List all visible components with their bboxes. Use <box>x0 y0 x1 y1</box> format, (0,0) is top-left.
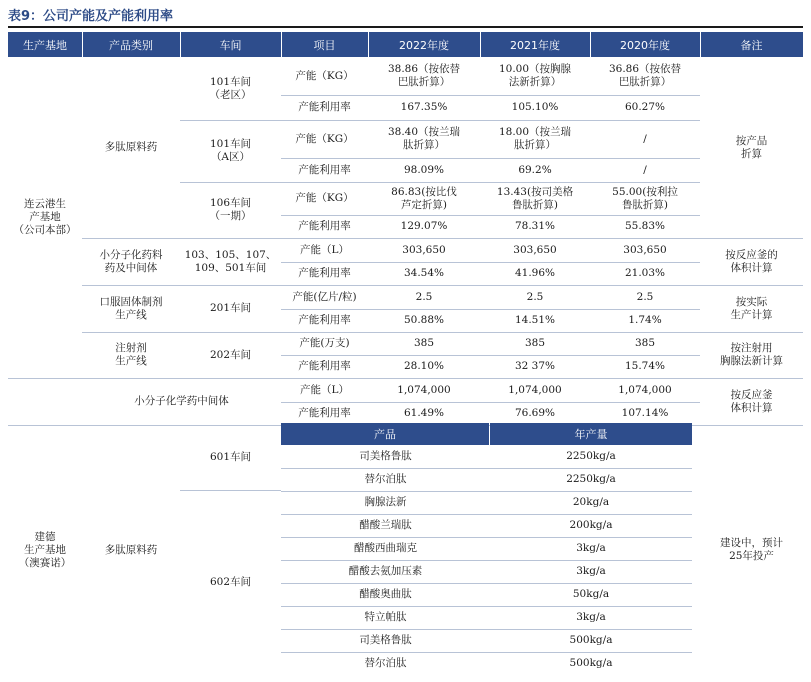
header-separator <box>368 32 369 57</box>
row-divider <box>700 238 803 239</box>
row-divider <box>82 285 180 286</box>
value-2022-cell: 61.49% <box>403 407 445 419</box>
header-separator <box>700 32 701 57</box>
header-separator <box>480 32 481 57</box>
note-cell: 按反应釜的 体积计算 <box>725 248 778 274</box>
workshop-cell: 106车间 （一期） <box>209 197 252 222</box>
row-divider <box>180 182 281 183</box>
product-name-cell: 司美格鲁肽 <box>359 634 412 646</box>
product-qty-cell: 3kg/a <box>576 611 606 623</box>
item-cell: 产能（L） <box>300 383 349 396</box>
value-2022-cell: 167.35% <box>400 101 448 113</box>
item-cell: 产能利用率 <box>298 220 351 232</box>
note-cell: 按注射用 胸腺法新计算 <box>720 342 783 367</box>
row-divider <box>700 285 803 286</box>
column-header: 车间 <box>180 32 281 57</box>
workshop-cell: 101车间 （老区） <box>209 75 252 101</box>
value-2022-cell: 86.83(按比伐 芦定折算) <box>391 185 457 211</box>
product-name-cell: 醋酸兰瑞肽 <box>359 519 412 531</box>
title-rule <box>8 26 803 28</box>
item-cell: 产能（KG） <box>295 69 354 82</box>
row-divider <box>180 332 281 333</box>
product-qty-cell: 500kg/a <box>569 657 613 669</box>
category-cell: 小分子化学药中间体 <box>134 395 229 407</box>
note-cell: 建设中，预计 25年投产 <box>720 537 783 562</box>
row-divider <box>180 490 281 491</box>
header-separator <box>281 32 282 57</box>
value-2021-cell: 2.5 <box>526 290 544 303</box>
product-name-cell: 特立帕肽 <box>364 611 407 623</box>
row-divider <box>180 285 281 286</box>
value-2020-cell: 55.83% <box>624 220 666 232</box>
item-cell: 产能(万支) <box>299 337 350 349</box>
row-divider <box>82 238 180 239</box>
product-qty-cell: 3kg/a <box>576 542 606 554</box>
product-name-cell: 醋酸西曲瑞克 <box>354 542 417 554</box>
value-2020-cell: 15.74% <box>624 360 666 372</box>
value-2021-cell: 14.51% <box>514 314 556 326</box>
product-qty-cell: 50kg/a <box>572 588 610 600</box>
value-2022-cell: 129.07% <box>400 220 448 232</box>
value-2021-cell: 69.2% <box>518 163 552 176</box>
base-cell: 连云港生 产基地 （公司本部） <box>13 198 77 236</box>
product-qty-cell: 20kg/a <box>572 496 610 508</box>
header-separator <box>82 32 83 57</box>
value-2020-cell: 55.00(按利拉 鲁肽折算) <box>612 185 678 211</box>
product-name-cell: 替尔泊肽 <box>364 657 407 669</box>
value-2021-cell: 41.96% <box>514 267 556 279</box>
product-name-cell: 替尔泊肽 <box>364 473 407 485</box>
note-cell: 按实际 生产计算 <box>730 295 773 321</box>
column-header: 生产基地 <box>8 32 82 57</box>
column-header: 2022年度 <box>368 32 480 57</box>
row-divider <box>180 120 281 121</box>
value-2021-cell: 10.00（按胸腺 法新折算） <box>498 63 572 88</box>
product-name-cell: 胸腺法新 <box>364 496 407 508</box>
note-cell: 按反应釜 体积计算 <box>730 388 773 414</box>
workshop-cell: 202车间 <box>209 348 252 361</box>
row-divider <box>82 332 180 333</box>
value-2020-cell: 36.86（按依替 巴肽折算） <box>608 63 682 88</box>
product-qty-cell: 200kg/a <box>569 519 613 531</box>
value-2020-cell: 303,650 <box>623 243 667 256</box>
value-2022-cell: 385 <box>413 337 435 349</box>
value-2022-cell: 1,074,000 <box>397 383 451 396</box>
item-cell: 产能（L） <box>300 243 349 256</box>
category-cell: 多肽原料药 <box>104 141 158 153</box>
value-2020-cell: 1,074,000 <box>618 383 672 396</box>
value-2022-cell: 38.40（按兰瑞 肽折算） <box>387 126 461 151</box>
item-cell: 产能利用率 <box>298 101 351 113</box>
table-title: 表9：公司产能及产能利用率 <box>8 9 174 24</box>
value-2021-cell: 13.43(按司美格 鲁肽折算) <box>496 185 574 211</box>
value-2021-cell: 303,650 <box>513 243 557 256</box>
value-2020-cell: / <box>643 163 647 176</box>
item-cell: 产能（KG） <box>295 132 354 145</box>
value-2021-cell: 18.00（按兰瑞 肽折算） <box>498 126 572 151</box>
product-qty-cell: 2250kg/a <box>566 473 616 485</box>
value-2020-cell: 21.03% <box>624 267 666 279</box>
product-name-cell: 司美格鲁肽 <box>359 450 412 462</box>
item-cell: 产能利用率 <box>298 407 351 419</box>
product-subheader: 产品 <box>281 423 489 445</box>
item-cell: 产能利用率 <box>298 360 351 372</box>
workshop-cell: 101车间 （A区） <box>209 138 252 163</box>
column-header: 2020年度 <box>590 32 700 57</box>
product-qty-cell: 3kg/a <box>576 565 606 577</box>
value-2020-cell: 2.5 <box>636 290 654 303</box>
value-2020-cell: 385 <box>634 337 656 349</box>
category-cell: 小分子化药料 药及中间体 <box>99 248 163 274</box>
category-cell: 注射剂 生产线 <box>115 342 147 367</box>
product-name-cell: 醋酸去氨加压素 <box>348 565 423 577</box>
item-cell: 产能利用率 <box>298 267 351 279</box>
column-header: 项目 <box>281 32 368 57</box>
workshop-cell: 201车间 <box>209 302 252 314</box>
column-header: 产品类别 <box>82 32 180 57</box>
workshop-cell: 103、105、107、 109、501车间 <box>184 248 277 274</box>
value-2022-cell: 303,650 <box>402 243 446 256</box>
value-2020-cell: 60.27% <box>624 101 666 113</box>
value-2021-cell: 105.10% <box>511 101 559 113</box>
section-divider <box>8 378 803 379</box>
item-cell: 产能(亿片/粒) <box>292 290 357 303</box>
column-header: 2021年度 <box>480 32 590 57</box>
value-2020-cell: 1.74% <box>628 314 662 326</box>
item-cell: 产能（KG） <box>295 192 354 204</box>
product-subheader: 年产量 <box>490 423 692 445</box>
category-cell: 多肽原料药 <box>104 543 158 556</box>
product-qty-cell: 2250kg/a <box>566 450 616 462</box>
value-2021-cell: 76.69% <box>514 407 556 419</box>
row-divider <box>700 332 803 333</box>
item-cell: 产能利用率 <box>298 163 351 176</box>
value-2020-cell: / <box>643 132 647 145</box>
category-cell: 口服固体制剂 生产线 <box>99 295 163 321</box>
value-2022-cell: 50.88% <box>403 314 445 326</box>
value-2022-cell: 34.54% <box>403 267 445 279</box>
value-2022-cell: 38.86（按依替 巴肽折算） <box>387 63 461 88</box>
product-name-cell: 醋酸奥曲肽 <box>359 588 412 600</box>
column-header: 备注 <box>700 32 803 57</box>
product-qty-cell: 500kg/a <box>569 634 613 646</box>
value-2022-cell: 2.5 <box>415 290 433 303</box>
item-cell: 产能利用率 <box>298 314 351 326</box>
workshop-cell: 602车间 <box>209 576 252 588</box>
header-separator <box>590 32 591 57</box>
value-2021-cell: 78.31% <box>514 220 556 232</box>
base-cell: 建德 生产基地 （澳赛诺） <box>18 530 72 569</box>
value-2021-cell: 1,074,000 <box>508 383 562 396</box>
value-2020-cell: 107.14% <box>621 407 669 419</box>
row-divider <box>180 238 281 239</box>
value-2021-cell: 32 37% <box>514 360 556 372</box>
header-separator <box>180 32 181 57</box>
value-2021-cell: 385 <box>524 337 546 349</box>
value-2022-cell: 28.10% <box>403 360 445 372</box>
workshop-cell: 601车间 <box>209 451 252 463</box>
value-2022-cell: 98.09% <box>403 163 445 176</box>
note-cell: 按产品 折算 <box>735 134 768 160</box>
